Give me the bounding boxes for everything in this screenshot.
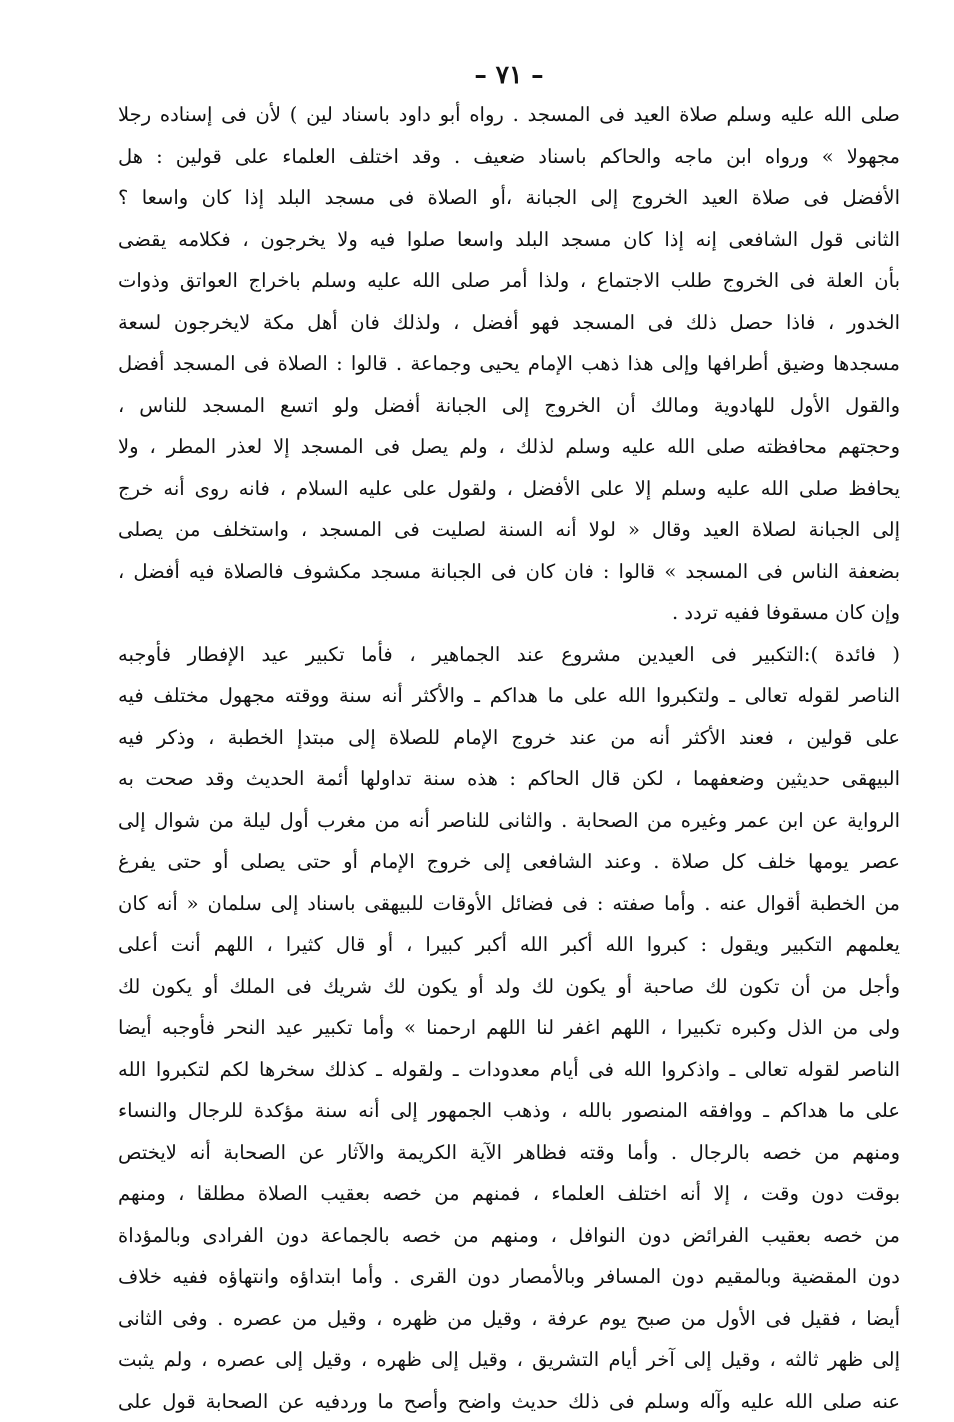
text-body [118,94,900,1422]
text-line: بضعفة الناس فى المسجد » قالوا : فان كان فى الجبانة مسجد مكشوف فالصلاة فيه أفضل ، [118,551,900,593]
text-line: عنه صلى الله عليه وآله وسلم فى ذلك حديث واضح وأصح ما وردفيه عن الصحابة قول على [118,1381,900,1422]
text-line: الخدور ، فاذا حصل ذلك فى المسجد فهو أفضل ، ولذلك فان أهل مكة لايخرجون لسعة [118,302,900,344]
text-line: البيهقى حديثين وضعفهما ، لكن قال الحاكم : هذه سنة تداولها أئمة الحديث وقد صحت به [118,758,900,800]
text-line: وحجتهم محافظته صلى الله عليه وسلم لذلك ، ولم يصل فى المسجد إلا لعذر المطر ، ولا [118,426,900,468]
text-line: يحافظ صلى الله عليه وسلم إلا على الأفضل ، ولقول على عليه السلام ، فانه روى أنه خرج [118,468,900,510]
text-line: إلى الجبانة لصلاة العيد وقال « لولا أنه السنة لصليت فى المسجد ، واستخلف من يصلى [118,509,900,551]
text-line: الأفضل فى صلاة العيد الخروج إلى الجبانة ،أو الصلاة فى مسجد البلد إذا كان واسعا ؟ [118,177,900,219]
text-line: الناصر لقوله تعالى ـ واذكروا الله فى أيام معدودات ـ ولقوله ـ كذلك سخرها لكم لتكبروا الله [118,1049,900,1091]
document-page [118,56,900,1366]
text-line: أيضا ، فقيل فى الأول من صبح يوم عرفة ، وقيل من ظهره ، وقيل من عصره . وفى الثانى [118,1298,900,1340]
text-line: مجهولا » ورواه ابن ماجه والحاكم باسناد ضعيف . وقد اختلف العلماء على قولين : هل [118,136,900,178]
text-line: دون المقضية وبالمقيم دون المسافر وبالأمصار دون القرى . وأما ابتداؤه وانتهاؤه ففيه خلاف [118,1256,900,1298]
text-line: بوقت دون وقت ، إلا أنه اختلف العلماء ، فمنهم من خصه بعقيب الصلاة مطلقا ، ومنهم [118,1173,900,1215]
text-line: على ما هداكم ـ ووافقه المنصور بالله ، وذهب الجمهور إلى أنه سنة مؤكدة للرجال والنساء [118,1090,900,1132]
text-line: والقول الأول للهادوية ومالك أن الخروج إلى الجبانة أفضل ولو اتسع المسجد للناس ، [118,385,900,427]
text-line: ولى من الذل وكبره تكبيرا ، اللهم اغفر لنا اللهم ارحمنا » وأما تكبير عيد النحر فأوجبه أيضا [118,1007,900,1049]
text-line: يعلمهم التكبير ويقول : كبروا الله أكبر الله أكبر كبيرا ، أو قال كثيرا ، اللهم أنت أعلى [118,924,900,966]
text-line: وإن كان مسقوفا ففيه تردد . [118,592,900,634]
text-line: الرواية عن ابن عمر وغيره من الصحابة . والثانى للناصر أنه من مغرب أول ليلة من شوال إلى [118,800,900,842]
text-line: عصر يومها خلف كل صلاة . وعند الشافعى إلى خروج الإمام أو حتى يصلى أو حتى يفرغ [118,841,900,883]
text-line: من خصه بعقيب الفرائض دون النوافل ، ومنهم من خصه بالجماعة دون الفرادى وبالمؤداة [118,1215,900,1257]
text-line: من الخطبة أقوال عنه . وأما صفته : فى فضائل الأوقات للبيهقى باسناد إلى سلمان « أنه كان [118,883,900,925]
text-line: مسجدها وضيق أطرافها وإلى هذا ذهب الإمام يحيى وجماعة . قالوا : الصلاة فى المسجد أفضل [118,343,900,385]
text-line: إلى ظهر ثالثه ، وقيل إلى آخر أيام التشريق ، وقيل إلى ظهره ، وقيل إلى عصره ، ولم يثبت [118,1339,900,1381]
text-line: الثانى قول الشافعى إنه إذا كان مسجد البلد واسعا صلوا فيه ولا يخرجون ، فكلامه يقضى [118,219,900,261]
text-line: ( فائدة ):التكبير فى العيدين مشروع عند الجماهير ، فأما تكبير عيد الإفطار فأوجبه [118,634,900,676]
page-number: – ٧١ – [118,56,900,94]
text-line: وأجل من أن تكون لك صاحبة أو يكون لك ولد أو يكون لك شريك فى الملك أو يكون لك [118,966,900,1008]
text-line: بأن العلة فى الخروج طلب الاجتماع ، ولذا أمر صلى الله عليه وسلم باخراج العواتق وذوات [118,260,900,302]
text-line: ومنهم من خصه بالرجال . وأما وقته فظاهر الآية الكريمة والآثار عن الصحابة أنه لايختص [118,1132,900,1174]
text-line: الناصر لقوله تعالى ـ ولتكبروا الله على ما هداكم ـ والأكثر أنه سنة ووقته مجهول مختلف فيه [118,675,900,717]
text-line: على قولين ، فعند الأكثر أنه من عند خروج الإمام للصلاة إلى مبتدإ الخطبة ، وذكر فيه [118,717,900,759]
text-line: صلى الله عليه وسلم صلاة العيد فى المسجد . رواه أبو داود باسناد لين ) لأن فى إسناده رجلا [118,94,900,136]
